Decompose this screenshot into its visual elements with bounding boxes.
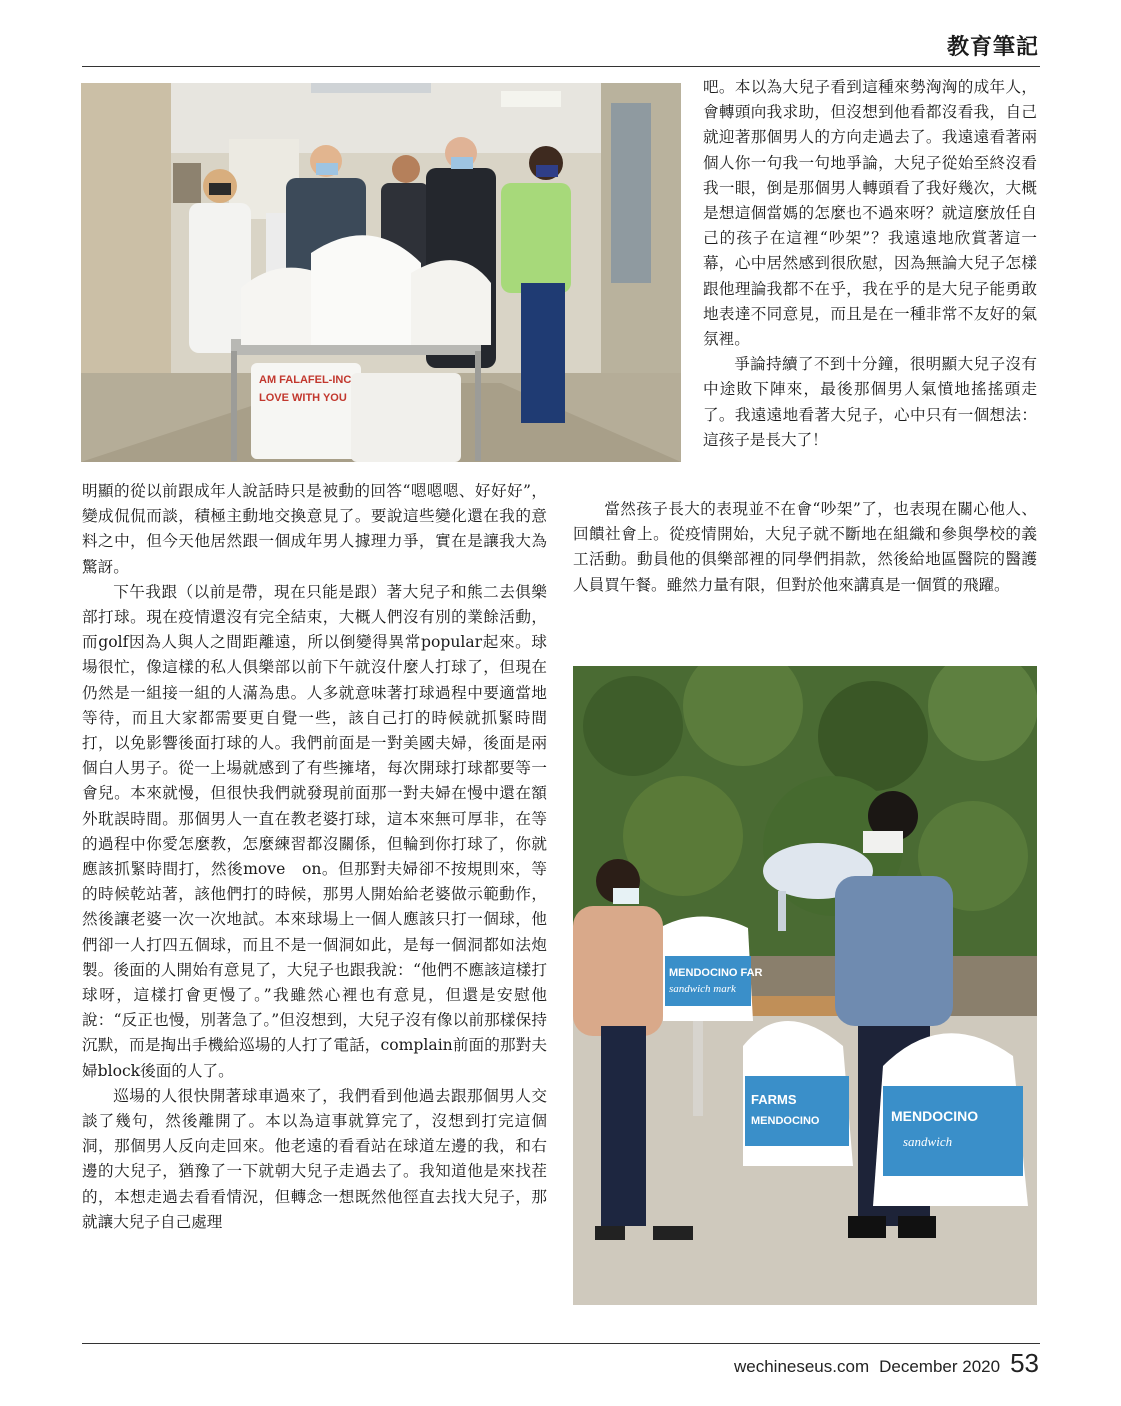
bag-logo-text: FARMS xyxy=(751,1092,797,1107)
bag-logo-text: MENDOCINO FAR xyxy=(669,967,763,979)
page-footer xyxy=(734,1348,1039,1379)
page-number: 53 xyxy=(1010,1348,1039,1378)
paragraph: 下午我跟（以前是帶，現在只能是跟）著大兒子和熊二去俱樂部打球。現在疫情還沒有完全結束，大概人們沒有別的業餘活動，而golf因為人與人之間距離遠，所以倒變得異常popular起來。球場很忙，像這樣的私人俱樂部以前下午就沒什麼人打球了，但現在仍然是一組接一組的人滿為患。人多就意味著打球過程中要適當地等待，而且大家都需要更自覺一些，該自己打的時候就抓緊時間打，以免影響後面打球的人。我們前面是一對美國夫婦，後面是兩個白人男子。從一上場就感到了有些擁堵，每次開球打球都要等一會兒。本來就慢，但很快我們就發現前面那一對夫婦在慢中還在額外耽誤時間。那個男人一直在教老婆打球，這本來無可厚非，在等的過程中你愛怎麼教，怎麼練習都沒關係，但輪到你打球了，你就應該抓緊時間打，然後move on。但那對夫婦卻不按規則來，等的時候乾站著，該他們打的時候，那男人開始給老婆做示範動作，然後讓老婆一次一次地試。本來球場上一個人應該只打一個球，他們卻一人打四五個球，而且不是一個洞如此，是每一個洞都如法炮製。後面的人開始有意見了，大兒子也跟我說：“他們不應該這樣打球呀，這樣打會更慢了。”我雖然心裡也有意見，但還是安慰他說：“反正也慢，別著急了。”但沒想到，大兒子沒有像以前那樣保持沉默，而是掏出手機給巡場的人打了電話，complain前面的那對夫婦block後面的人了。 xyxy=(82,582,547,1080)
bag-logo-text: LOVE WITH YOU xyxy=(259,392,347,404)
top-rule xyxy=(82,66,1040,67)
paragraph: 吧。本以為大兒子看到這種來勢洶洶的成年人，會轉頭向我求助，但沒想到他看都沒看我，自己就迎著那個男人的方向走過去了。我遠遠看著兩個人你一句我一句地爭論，大兒子從始至終沒看我一眼，倒是那個男人轉頭看了我好幾次，大概是想這個當媽的怎麼也不過來呀？就這麼放任自己的孩子在這裡“吵架”？我遠遠地欣賞著這一幕，心中居然感到很欣慰，因為無論大兒子怎樣跟他理論我都不在乎，我在乎的是大兒子能勇敢地表達不同意見，而且是在一種非常不友好的氣氛裡。 xyxy=(703,78,1037,349)
bag-logo-text: MENDOCINO xyxy=(751,1115,820,1127)
kids-with-lunch-bags-photo xyxy=(573,666,1037,1305)
paragraph: 巡場的人很快開著球車過來了，我們看到他過去跟那個男人交談了幾句，然後離開了。本以為這事就算完了，沒想到打完這個洞，那個男人反向走回來。他老遠的看看站在球道左邊的我，和右邊的大兒子，猶豫了一下就朝大兒子走過去了。我知道他是來找茬的，本想走過去看看情況，但轉念一想既然他徑直去找大兒子，那就讓大兒子自己處理 xyxy=(82,1086,547,1231)
paragraph: 明顯的從以前跟成年人說話時只是被動的回答“嗯嗯嗯、好好好”，變成侃侃而談，積極主動地交換意見了。要說這些變化還在我的意料之中，但今天他居然跟一個成年男人據理力爭，實在是讓我大為驚訝。 xyxy=(82,482,547,576)
paragraph: 當然孩子長大的表現並不在會“吵架”了，也表現在關心他人、回饋社會上。從疫情開始，大兒子就不斷地在組織和參與學校的義工活動。動員他的俱樂部裡的同學們捐款，然後給地區醫院的醫護人員買午餐。雖然力量有限，但對於他來講真是一個質的飛躍。 xyxy=(573,500,1037,594)
bag-logo-text: sandwich xyxy=(903,1134,953,1149)
article-column-left xyxy=(82,479,547,1235)
bag-logo-text: MENDOCINO xyxy=(891,1108,979,1124)
footer-issue-date: December 2020 xyxy=(879,1357,1001,1376)
section-title: 教育筆記 xyxy=(946,34,1039,60)
bag-logo-text: sandwich mark xyxy=(669,983,736,995)
article-column-right-top xyxy=(703,75,1037,453)
article-column-right-mid xyxy=(573,497,1037,598)
bottom-rule xyxy=(82,1343,1040,1344)
bag-logo-text: AM FALAFEL-INC xyxy=(259,374,352,386)
footer-website: wechineseus.com xyxy=(733,1357,870,1376)
paragraph: 爭論持續了不到十分鐘，很明顯大兒子沒有中途敗下陣來，最後那個男人氣憤地搖搖頭走了。我遠遠地看著大兒子，心中只有一個想法：這孩子是長大了！ xyxy=(703,355,1037,449)
hospital-staff-photo xyxy=(81,83,681,462)
